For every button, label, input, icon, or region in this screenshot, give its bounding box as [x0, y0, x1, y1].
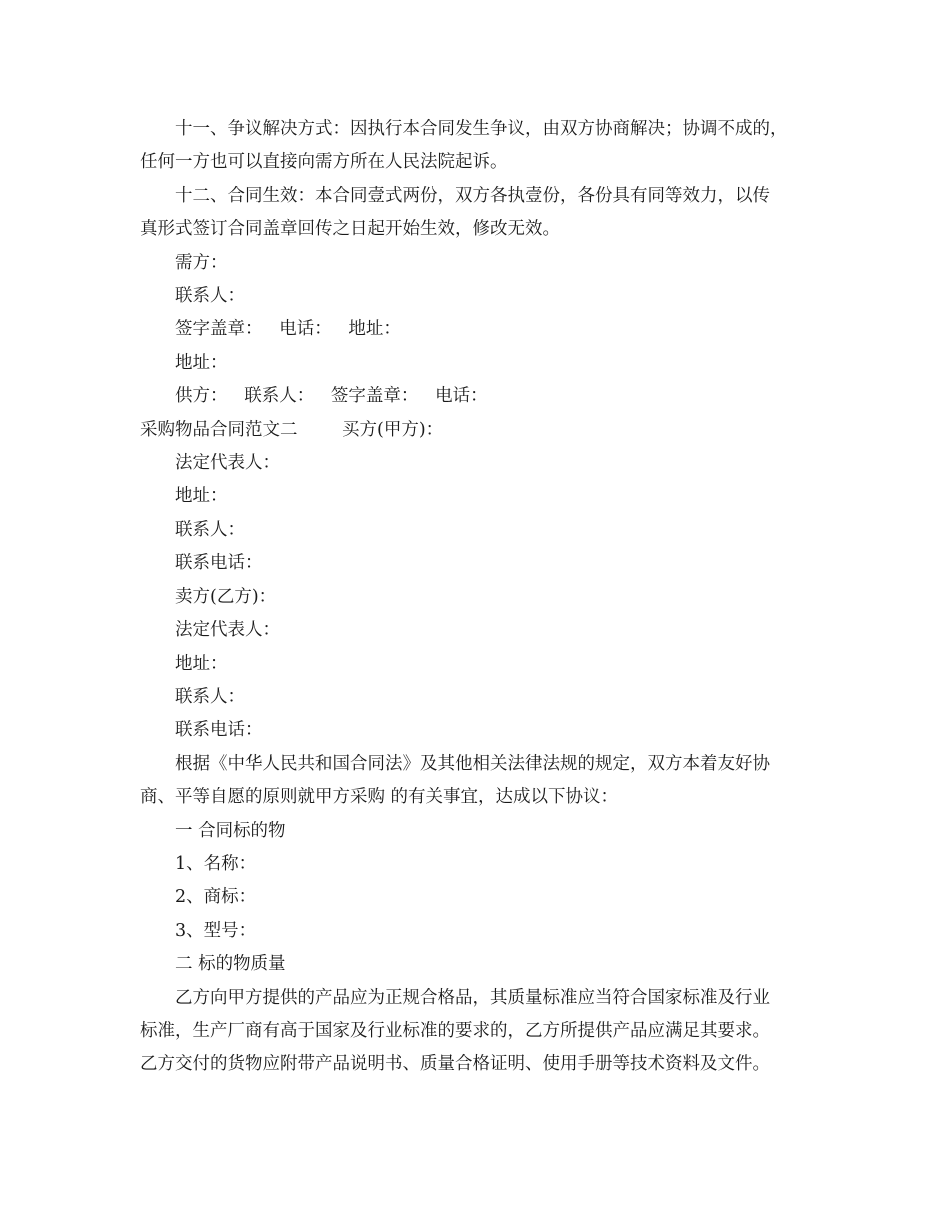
party-a-phone: 联系电话： [175, 553, 263, 574]
document-body [140, 113, 830, 1082]
contract-two-title-line: 采购物品合同范文二 买方(甲方)： [140, 419, 444, 440]
party-b-label: 卖方(乙方)： [175, 586, 277, 607]
buyer-contact-label: 联系人： [175, 286, 245, 307]
party-a-contact: 联系人： [175, 519, 245, 540]
paragraph-quality-line1: 乙方向甲方提供的产品应为正规合格品，其质量标准应当符合国家标准及行业 [175, 987, 770, 1008]
paragraph-quality-line2: 标准，生产厂商有高于国家及行业标准的要求的，乙方所提供产品应满足其要求。 [140, 1020, 770, 1041]
item-model: 3、型号： [175, 920, 257, 941]
party-b-phone: 联系电话： [175, 720, 263, 741]
item-trademark: 2、商标： [175, 887, 257, 908]
party-a-address: 地址： [175, 486, 228, 507]
paragraph-basis-line1: 根据《中华人民共和国合同法》及其他相关法律法规的规定，双方本着友好协 [175, 753, 770, 774]
item-name: 1、名称： [175, 853, 257, 874]
section-two-heading: 二 标的物质量 [175, 954, 286, 975]
buyer-label: 需方： [175, 252, 228, 273]
party-b-address: 地址： [175, 653, 228, 674]
paragraph-basis-line2: 商、平等自愿的原则就甲方采购 的有关事宜，达成以下协议： [140, 787, 619, 808]
paragraph-effect-line2: 真形式签订合同盖章回传之日起开始生效，修改无效。 [140, 219, 560, 240]
buyer-sign-line: 签字盖章： 电话： 地址： [175, 319, 401, 340]
supplier-line: 供方： 联系人： 签字盖章： 电话： [175, 386, 488, 407]
buyer-address-label: 地址： [175, 352, 228, 373]
section-one-heading: 一 合同标的物 [175, 820, 286, 841]
paragraph-quality-line3: 乙方交付的货物应附带产品说明书、质量合格证明、使用手册等技术资料及文件。 [140, 1054, 770, 1075]
party-b-legal-rep: 法定代表人： [175, 620, 280, 641]
paragraph-dispute-line1: 十一、争议解决方式：因执行本合同发生争议，由双方协商解决；协调不成的， [175, 119, 788, 139]
party-b-contact: 联系人： [175, 686, 245, 707]
paragraph-effect-line1: 十二、合同生效：本合同壹式两份，双方各执壹份，各份具有同等效力，以传 [175, 185, 770, 206]
paragraph-dispute-line2: 任何一方也可以直接向需方所在人民法院起诉。 [140, 152, 508, 173]
party-a-legal-rep: 法定代表人： [175, 453, 280, 474]
